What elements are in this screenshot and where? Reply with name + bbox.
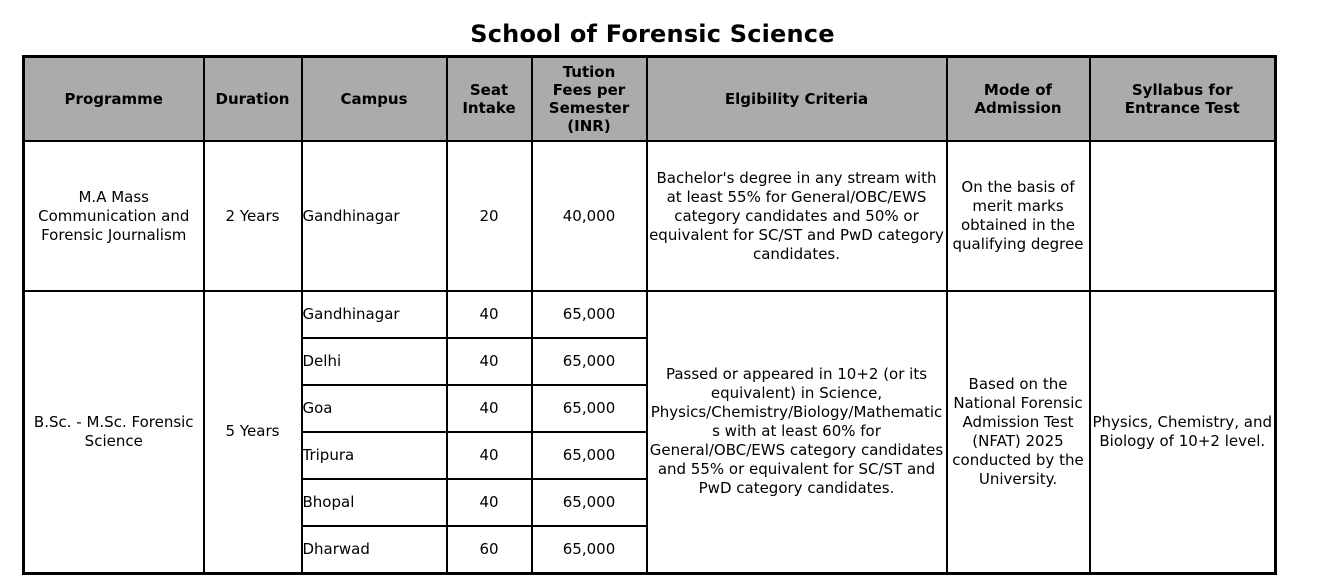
column-header-seat-intake [447, 57, 532, 142]
cell-programme: M.A Mass Communication and Forensic Journalism [24, 141, 204, 291]
column-header-syllabus [1090, 57, 1276, 142]
cell-tuition-fees: 65,000 [532, 338, 647, 385]
cell-seat-intake: 40 [447, 291, 532, 338]
table-row [24, 141, 1276, 291]
column-header-tuition-fees [532, 57, 647, 142]
cell-mode-of-admission: On the basis of merit marks obtained in the qualifying degree [947, 141, 1090, 291]
column-header-fees-line3: Semester [548, 99, 630, 117]
cell-syllabus: Physics, Chemistry, and Biology of 10+2 level. [1090, 291, 1276, 573]
cell-seat-intake: 40 [447, 338, 532, 385]
cell-tuition-fees: 40,000 [532, 141, 647, 291]
column-header-fees-line1: Tution [562, 63, 616, 81]
table-header [24, 57, 1276, 142]
column-header-duration-label: Duration [215, 90, 290, 108]
cell-campus: Tripura [302, 432, 447, 479]
programme-table [22, 55, 1277, 575]
cell-campus: Dharwad [302, 526, 447, 573]
cell-campus: Bhopal [302, 479, 447, 526]
column-header-duration [204, 57, 302, 142]
cell-seat-intake: 40 [447, 432, 532, 479]
cell-eligibility-criteria: Passed or appeared in 10+2 (or its equivalent) in Science, Physics/Chemistry/Biology/Mathematics with at least 60% for General/OBC/EWS category candidates and 55% or equivalent for SC/ST and PwD category candidates. [647, 291, 947, 573]
cell-tuition-fees: 65,000 [532, 291, 647, 338]
column-header-campus-label: Campus [340, 90, 408, 108]
column-header-mode-line1: Mode of [983, 81, 1053, 99]
table-row [24, 291, 1276, 338]
column-header-syllabus-line1: Syllabus for [1131, 81, 1233, 99]
cell-campus: Gandhinagar [302, 291, 447, 338]
cell-tuition-fees: 65,000 [532, 385, 647, 432]
cell-mode-of-admission: Based on the National Forensic Admission Test (NFAT) 2025 conducted by the University. [947, 291, 1090, 573]
column-header-seat-intake-line1: Seat [469, 81, 509, 99]
column-header-syllabus-line2: Entrance Test [1124, 99, 1240, 117]
cell-campus: Goa [302, 385, 447, 432]
cell-programme: B.Sc. - M.Sc. Forensic Science [24, 291, 204, 573]
page-title: School of Forensic Science [470, 20, 835, 48]
table-header-row [24, 57, 1276, 142]
programme-table-container [22, 55, 1274, 575]
column-header-mode-of-admission [947, 57, 1090, 142]
column-header-programme-label: Programme [64, 90, 163, 108]
cell-tuition-fees: 65,000 [532, 526, 647, 573]
cell-seat-intake: 20 [447, 141, 532, 291]
column-header-fees-line4: (INR) [567, 117, 611, 135]
column-header-programme [24, 57, 204, 142]
cell-seat-intake: 40 [447, 385, 532, 432]
cell-tuition-fees: 65,000 [532, 479, 647, 526]
column-header-mode-line2: Admission [974, 99, 1062, 117]
column-header-seat-intake-line2: Intake [462, 99, 516, 117]
cell-campus: Gandhinagar [302, 141, 447, 291]
cell-eligibility-criteria: Bachelor's degree in any stream with at least 55% for General/OBC/EWS category candidates and 50% or equivalent for SC/ST and PwD category candidates. [647, 141, 947, 291]
column-header-eligibility-criteria [647, 57, 947, 142]
cell-syllabus [1090, 141, 1276, 291]
column-header-fees-line2: Fees per [552, 81, 626, 99]
cell-tuition-fees: 65,000 [532, 432, 647, 479]
table-body [24, 141, 1276, 573]
cell-duration: 2 Years [204, 141, 302, 291]
cell-seat-intake: 40 [447, 479, 532, 526]
cell-campus: Delhi [302, 338, 447, 385]
cell-seat-intake: 60 [447, 526, 532, 573]
cell-duration: 5 Years [204, 291, 302, 573]
column-header-campus [302, 57, 447, 142]
column-header-eligibility-label: Elgibility Criteria [724, 90, 869, 108]
